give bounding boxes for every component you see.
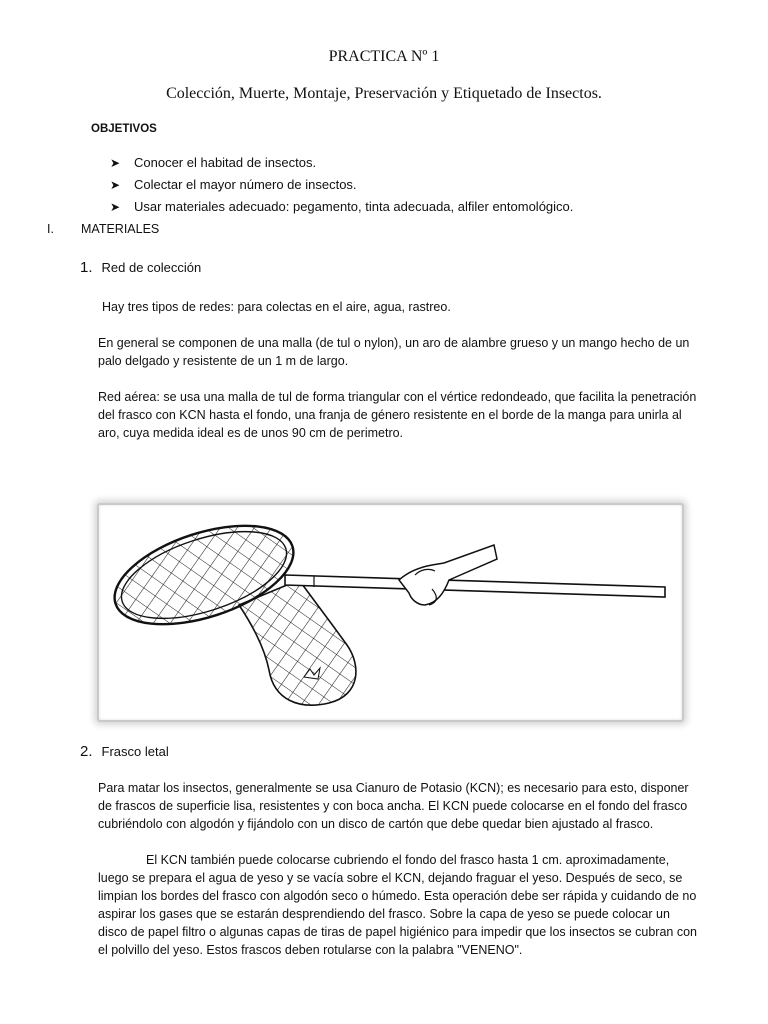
objectives-heading: OBJETIVOS <box>91 123 157 135</box>
insect-net-illustration <box>99 505 682 720</box>
list-item: ➤ Colectar el mayor número de insectos. <box>110 177 357 192</box>
section-roman-numeral: I. <box>47 222 54 236</box>
item1-paragraph-2: En general se componen de una malla (de tul o nylon), un aro de alambre grueso y un mango hecho de un palo delgado y resistente de un 1 m de largo. <box>98 336 690 368</box>
section-title: MATERIALES <box>81 222 160 236</box>
item-title: Red de colección <box>101 260 202 275</box>
arrow-bullet-icon: ➤ <box>110 156 121 170</box>
item2-heading <box>80 743 169 760</box>
item-title: Frasco letal <box>101 744 169 759</box>
document-title: PRACTICA Nº 1 <box>328 48 440 65</box>
item2-paragraph-2: El KCN también puede colocarse cubriendo el fondo del frasco hasta 1 cm. aproximadamente, luego se prepara el agua de yeso y se vacía sobre el KCN, dejando fraguar el yeso. Después de seco, se limpian los bordes del frasco con algodón seco o húmedo. Esta operación debe ser rápida y cuidando de no aspirar los gases que se estarán desprendiendo del frasco. Sobre la capa de yeso se puede colocar un disco de papel filtro o algunas capas de tiras de papel higiénico para impedir que los insectos se cubran con el polvillo del yeso. Estos frascos deben rotularse con la palabra "VENENO". <box>98 853 697 957</box>
item1-paragraph-1: Hay tres tipos de redes: para colectas en el aire, agua, rastreo. <box>102 300 451 314</box>
arrow-bullet-icon: ➤ <box>110 200 121 214</box>
document-subtitle: Colección, Muerte, Montaje, Preservación y Etiquetado de Insectos. <box>166 85 602 102</box>
item-number: 1. <box>80 259 93 276</box>
item1-heading <box>80 259 201 276</box>
item-number: 2. <box>80 743 93 760</box>
arrow-bullet-icon: ➤ <box>110 178 121 192</box>
item2-paragraph-1: Para matar los insectos, generalmente se usa Cianuro de Potasio (KCN); es necesario para esto, disponer de frascos de superficie lisa, resistentes y con boca ancha. El KCN puede colocarse en el fondo del frasco cubriéndolo con algodón y fijándolo con un disco de cartón que debe quedar bien ajustado al frasco. <box>98 781 689 831</box>
collection-net-figure <box>97 503 684 722</box>
list-item: ➤ Usar materiales adecuado: pegamento, tinta adecuada, alfiler entomológico. <box>110 199 574 214</box>
list-item: ➤ Conocer el habitad de insectos. <box>110 155 317 170</box>
item1-paragraph-3: Red aérea: se usa una malla de tul de forma triangular con el vértice redondeado, que facilita la penetración del frasco con KCN hasta el fondo, una franja de género resistente en el borde de la manga para unirla al aro, cuya medida ideal es de unos 90 cm de perimetro. <box>98 390 697 440</box>
objectives-list <box>110 155 573 221</box>
